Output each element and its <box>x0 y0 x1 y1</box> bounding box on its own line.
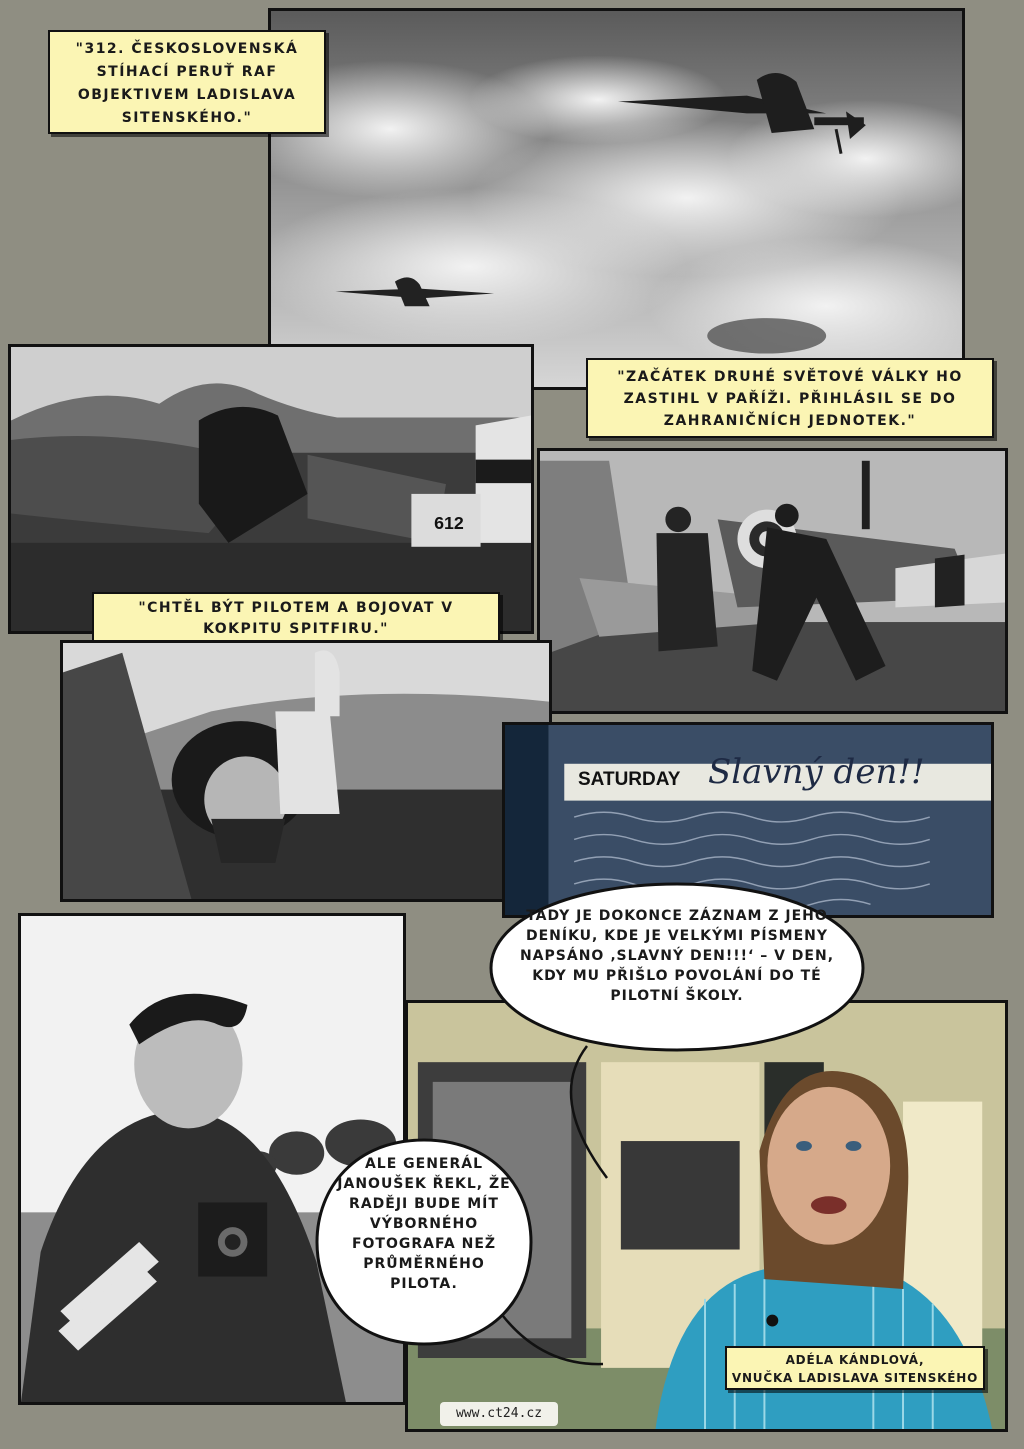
speech-bubble-general-text: ALE GENERÁL JANOUŠEK ŘEKL, ŽE RADĚJI BUDE MÍT VÝBORNÉHO FOTOGRAFA NEŽ PRŮMĚRNÉHO PILOTA. <box>337 1156 511 1292</box>
caption-war-start: "ZAČÁTEK DRUHÉ SVĚTOVÉ VÁLKY HO ZASTIHL V PAŘÍŽI. PŘIHLÁSIL SE DO ZAHRANIČNÍCH JEDNOTEK." <box>586 358 994 438</box>
plane-number-612: 612 <box>434 513 464 534</box>
panel-sky-spitfires <box>268 8 965 390</box>
diary-weekday: SATURDAY <box>578 769 681 790</box>
panel-cockpit-thumbs-up <box>60 640 552 902</box>
panel-crashed-spitfire <box>8 344 534 634</box>
speech-bubble-diary <box>487 878 867 1056</box>
interviewee-name: ADÉLA KÁNDLOVÁ, <box>785 1353 925 1367</box>
speech-bubble-general <box>313 1136 535 1348</box>
cockpit-photo <box>63 643 549 899</box>
footer-url[interactable]: www.ct24.cz <box>440 1402 558 1426</box>
camera-icon <box>198 1202 267 1276</box>
interviewee-caption <box>725 1346 985 1390</box>
diary-headline: Slavný den!! <box>708 752 925 792</box>
ground-crew-photo <box>540 451 1005 711</box>
panel-ground-crew <box>537 448 1008 714</box>
sky-photo <box>271 11 962 387</box>
speech-bubble-diary-text: TADY JE DOKONCE ZÁZNAM Z JEHO DENÍKU, KDE JE VELKÝMI PÍSMENY NAPSÁNO ‚SLAVNÝ DEN!!!‘ – V DEN, KDY MU PŘIŠLO POVOLÁNÍ DO TÉ PILOTNÍ ŠKOLY. <box>519 908 835 1004</box>
caption-pilot-dream: "CHTĚL BÝT PILOTEM A BOJOVAT V KOKPITU SPITFIRU." <box>92 592 500 648</box>
crash-photo <box>11 347 531 631</box>
caption-312-squadron: "312. ČESKOSLOVENSKÁ STÍHACÍ PERUŤ RAF OBJEKTIVEM LADISLAVA SITENSKÉHO." <box>48 30 326 134</box>
interviewee-role: VNUČKA LADISLAVA SITENSKÉHO <box>731 1371 979 1385</box>
